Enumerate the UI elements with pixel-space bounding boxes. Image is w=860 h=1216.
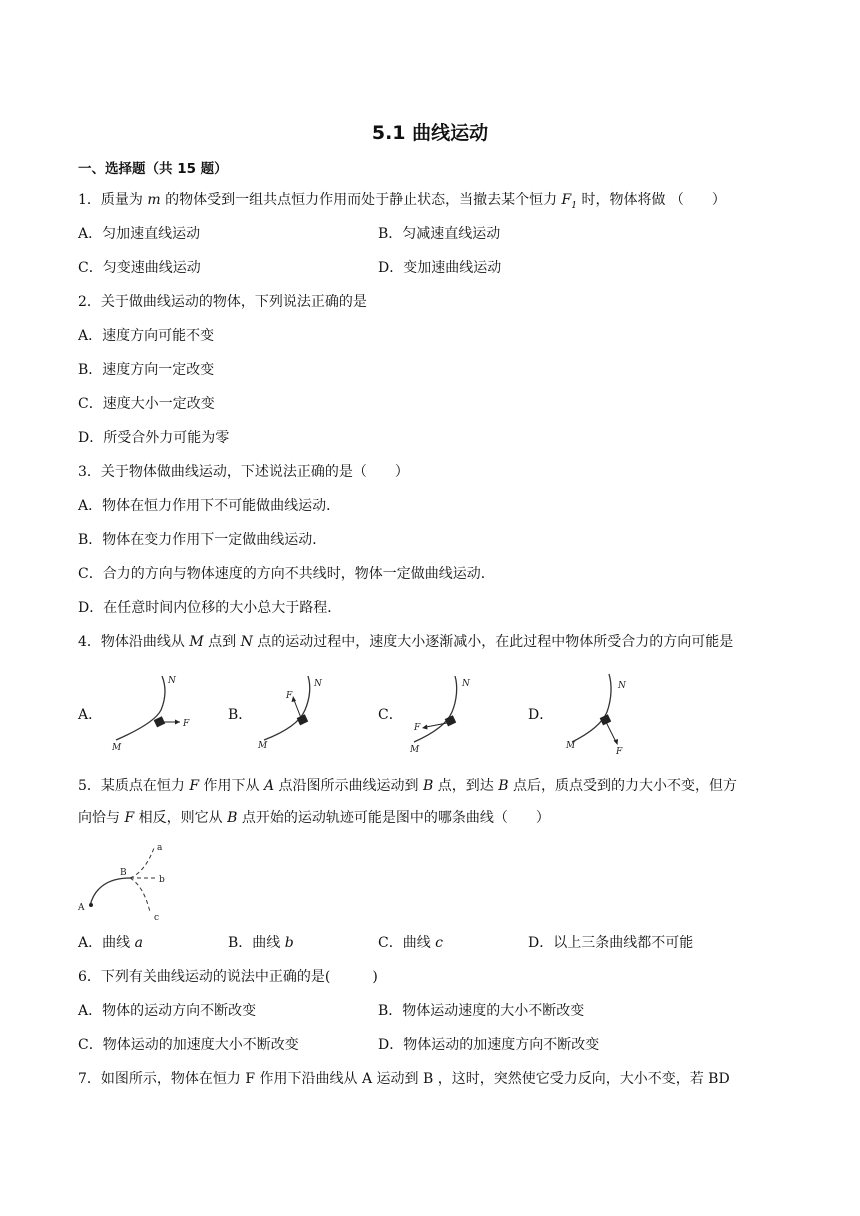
svg-text:A: A (78, 903, 85, 913)
q2-option-d: D．所受合外力可能为零 (78, 430, 230, 446)
question-3-stem: 3．关于物体做曲线运动，下述说法正确的是（ ） (78, 464, 409, 480)
question-2-stem: 2．关于做曲线运动的物体，下列说法正确的是 (78, 294, 367, 310)
q6-option-c: C．物体运动的加速度大小不断改变 (78, 1037, 299, 1053)
q6-option-b: B．物体运动速度的大小不断改变 (378, 1003, 585, 1019)
svg-text:M: M (410, 745, 420, 755)
q3-option-a: A．物体在恒力作用下不可能做曲线运动． (78, 498, 341, 514)
question-4-stem: 4．物体沿曲线从 M 点到 N 点的运动过程中，速度大小逐渐减小，在此过程中物体所受合力的方向可能是 (78, 634, 734, 650)
svg-text:N: N (314, 679, 322, 689)
q5-option-d: D．以上三条曲线都不可能 (528, 935, 694, 951)
q3-option-d: D．在任意时间内位移的大小总大于路程． (78, 600, 342, 616)
svg-text:N: N (168, 676, 176, 686)
q5-trajectory-figure (74, 840, 184, 926)
question-6-stem: 6．下列有关曲线运动的说法中正确的是( ) (78, 969, 378, 985)
q2-option-a: A．速度方向可能不变 (78, 328, 215, 344)
q2-option-c: C．速度大小一定改变 (78, 396, 215, 412)
section-heading: 一、选择题（共 15 题） (78, 161, 228, 177)
question-1-stem: 1．质量为 m 的物体受到一组共点恒力作用而处于静止状态，当撤去某个恒力 $F_1$ 时，物体将做 （ ） (78, 192, 726, 211)
svg-text:b: b (159, 875, 165, 885)
q4-figure-c (402, 668, 488, 756)
svg-text:N: N (618, 681, 626, 691)
svg-text:c: c (154, 913, 160, 923)
question-5-stem-line1: 5．某质点在恒力 F 作用下从 A 点沿图所示曲线运动到 B 点，到达 B 点后，质点受到的力大小不变，但方 (78, 778, 737, 794)
svg-text:M: M (112, 743, 122, 753)
question-5-stem-line2: 向恰与 F 相反，则它从 B 点开始的运动轨迹可能是图中的哪条曲线（ ） (78, 810, 550, 826)
q3-option-b: B．物体在变力作用下一定做曲线运动． (78, 532, 327, 548)
svg-text:F: F (414, 723, 421, 733)
q4-option-c-label: C． (378, 707, 403, 723)
q2-option-b: B．速度方向一定改变 (78, 362, 215, 378)
q3-option-c: C．合力的方向与物体速度的方向不共线时，物体一定做曲线运动． (78, 566, 495, 582)
q4-figure-a (104, 668, 198, 756)
q6-option-a: A．物体的运动方向不断改变 (78, 1003, 257, 1019)
question-7-stem: 7．如图所示，物体在恒力 F 作用下沿曲线从 A 运动到 B ，这时，突然使它受力反向，大小不变，若 BD (78, 1071, 730, 1087)
q4-figure-b (252, 668, 342, 756)
svg-text:F: F (183, 719, 190, 729)
q5-option-b: B．曲线 b (228, 935, 294, 951)
q1-option-c: C．匀变速曲线运动 (78, 260, 201, 276)
q5-option-c: C．曲线 c (378, 935, 444, 951)
svg-text:a: a (157, 843, 163, 853)
q6-option-d: D．物体运动的加速度方向不断改变 (378, 1037, 600, 1053)
q1-option-d: D．变加速曲线运动 (378, 260, 502, 276)
q1-option-b: B．匀减速直线运动 (378, 226, 501, 242)
svg-text:M: M (566, 741, 576, 751)
svg-text:F: F (286, 691, 293, 701)
svg-text:F: F (616, 747, 623, 757)
svg-text:N: N (462, 679, 470, 689)
q4-option-d-label: D． (528, 707, 554, 723)
svg-text:M: M (258, 741, 268, 751)
q4-option-a-label: A． (78, 707, 103, 723)
q4-option-b-label: B． (228, 707, 253, 723)
q5-option-a: A．曲线 a (78, 935, 143, 951)
svg-text:B: B (120, 868, 127, 878)
q1-option-a: A．匀加速直线运动 (78, 226, 201, 242)
q4-figure-d (556, 662, 640, 762)
page-title: 5.1 曲线运动 (371, 122, 489, 144)
